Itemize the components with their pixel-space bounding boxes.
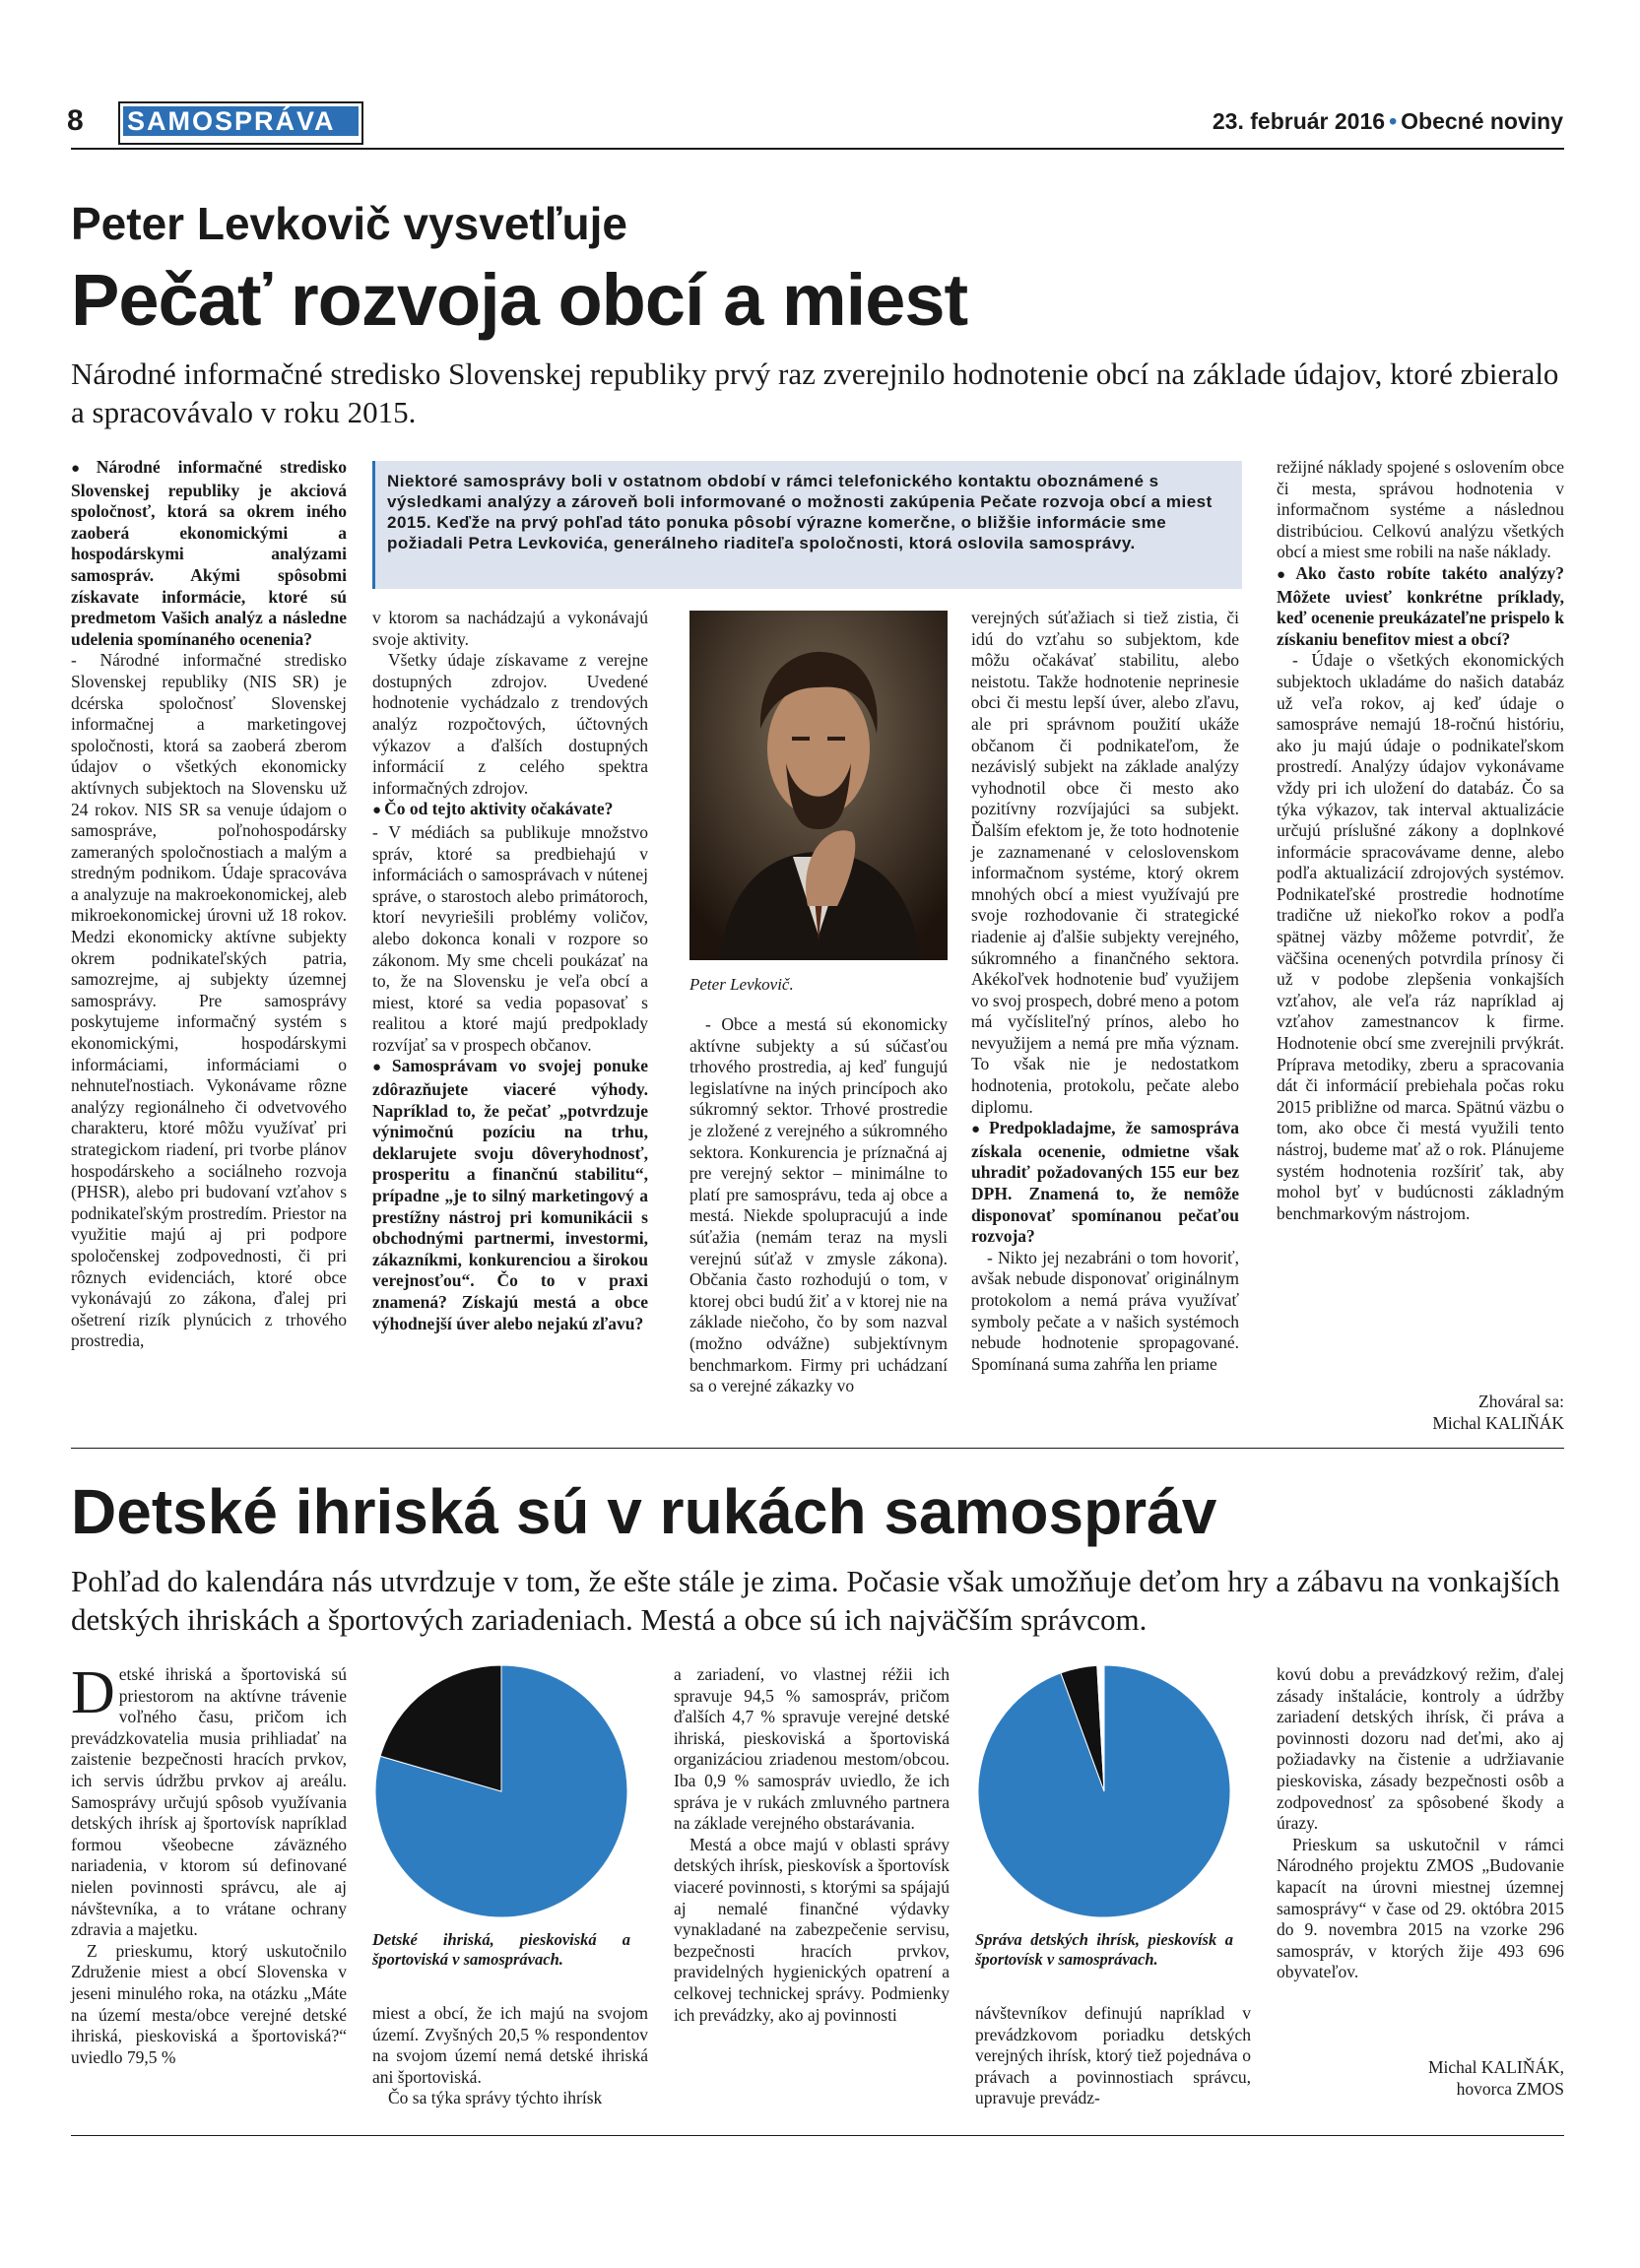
article1-column-5 <box>1277 457 1564 1224</box>
issue-date: 23. február 2016 <box>1212 108 1386 134</box>
article2-paragraph: kovú dobu a prevádzkový režim, ďalej zásady inštalácie, kontroly a údržby zariadení detských ihrísk, či práva a povinnosti dozoru nad deťmi, ako aj požiadavky na čistenie a udržiavanie pieskoviska, zásady bezpečnosti osôb a zodpovednosť za spôsobené škody a úrazy. <box>1277 1664 1564 1834</box>
interview-answer: - Národné informačné stredisko Slovenskej republiky (NIS SR) je dcérska spoločnosť Slovenskej informačnej a marketingovej spoločnosti, ktorá sa zaoberá zberom údajov o všetkých ekonomicky aktívnych subjektoch na Slovensku už 24 rokov. NIS SR sa venuje údajom o samospráve, poľnohospodársky zameraných spoločnostiach a malým a stredným podnikom. Údaje spracováva a analyzuje na makroekonomickej, aleb mikroekonomickej úrovni už 18 rokov. Medzi ekonomicky aktívne subjekty okrem podnikateľských patria, samozrejme, aj subjekty územnej samosprávy. Pre samosprávy poskytujeme informačný systém s ekonomickými, hospodárskymi informáciami, informáciami o nehnuteľnostiach. Vykonávame rôzne analýzy regionálneho či odvetvového charakteru, ktoré môžu využívať pri strategickom riadení, pri tvorbe plánov hospodárskeho a sociálneho rozvoja (PHSR), alebo pri budovaní vzťahov s podnikateľským prostredím. Priestor na využitie majú aj pri podpore spoločenskej zodpovednosti, či pri rôznych evidenciách, ktoré obce vykonávajú zo zákona, ďalej pri ošetrení rizík plynúcich z trhového prostredia, <box>71 650 347 1351</box>
interview-question: ● Predpokladajme, že samospráva získala ocenenie, odmietne však uhradiť požadovaných 155 eur bez DPH. Znamená to, že nemôže disponovať spomínanou pečaťou rozvoja? <box>971 1118 1239 1248</box>
article2-column-1 <box>71 1659 347 2068</box>
article-kicker: Peter Levkovič vysvetľuje <box>71 198 627 249</box>
interview-question: ● Ako často robíte takéto analýzy? Môžete uviesť konkrétne príklady, keď ocenenie preukázateľne prispelo k získaniu benefitov miest a obcí? <box>1277 563 1564 650</box>
bottom-rule <box>71 2135 1564 2136</box>
interview-question: ● Čo od tejto aktivity očakávate? <box>372 799 648 822</box>
signature-label: Zhováral sa: <box>1478 1392 1564 1411</box>
article2-paragraph: a zariadení, vo vlastnej réžii ich spravuje 94,5 % samospráv, pričom ďalších 4,7 % spravuje verejné detské ihriská, pieskoviská a športoviská organizáciou zriadenou mestom/obcou. Iba 0,9 % samospráv uviedlo, že ich správa je v rukách zmluvného partnera na základe verejného obstarávania. <box>674 1664 950 1834</box>
article1-column-3 <box>689 1014 948 1397</box>
article2-paragraph: Mestá a obce majú v oblasti správy detských ihrísk, pieskovísk a športovísk viaceré povinnosti, s ktorými sa spájajú aj nemalé finančné výdavky vynakladané na zabezpečenie servisu, bezpečnosti hracích prvkov, pravidelných hygienických opatrení a celkovej technickej správy. Podmienky ich prevádzky, ako aj povinnosti <box>674 1834 950 2025</box>
interview-question: ● Samosprávam vo svojej ponuke zdôrazňujete viaceré výhody. Napríklad to, že pečať „potvrdzuje výnimočnú pozíciu na trhu, deklarujete svoju dôveryhodnosť, prosperitu a finančnú stabilitu“, prípadne „je to silný marketingový a prestížny nástroj pri komunikácii s obchodnými partnermi, investormi, zákazníkmi, konkurenciou a širokou verejnosťou“. Čo to v praxi znamená? Získajú mestá a obce výhodnejší úver alebo nejakú zľavu? <box>372 1056 648 1334</box>
article1-column-2 <box>372 608 648 1334</box>
article2-paragraph: miest a obcí, že ich majú na svojom území. Zvyšných 20,5 % respondentov na svojom území nemá detské ihriská ani športoviská. <box>372 2003 648 2087</box>
article2-lead: Pohľad do kalendára nás utvrdzuje v tom, že ešte stále je zima. Počasie však umožňuje deťom hry a zábavu na vonkajších detských ihriskách a športových zariadeniach. Mestá a obce sú ich najväčším správcom. <box>71 1564 1560 1637</box>
pie-chart-management <box>975 1662 1233 1920</box>
signature-role: hovorca ZMOS <box>1456 2079 1564 2099</box>
article2-paragraph: Čo sa týka správy týchto ihrísk <box>388 2088 603 2108</box>
drop-cap: D <box>71 1659 115 1726</box>
signature-author: Michal KALIŇÁK <box>1432 1413 1564 1433</box>
article1-column-4 <box>971 608 1239 1375</box>
dateline <box>1213 108 1563 135</box>
pie-chart-playgrounds <box>372 1662 630 1920</box>
article2-paragraph <box>71 1659 347 1941</box>
interview-answer: - V médiách sa publikuje množstvo správ, ktoré sa predbiehajú v informáciách o samosprávach v nútenej správe, o starostoch alebo primátoroch, ktorí nevyriešili problémy voličov, alebo dokonca konali v rozpore so zákonom. My sme chceli poukázať na to, že na Slovensku je veľa obcí a miest, ktoré sa vedia popasovať s realitou a ktoré majú predpoklady rozvíjať sa v prospech občanov. <box>372 821 648 1055</box>
interview-answer: verejných súťažiach si tiež zistia, či idú do vzťahu so subjektom, kde môžu očakávať stabilitu, alebo neistotu. Takže hodnotenie neprinesie obci či mestu lepší úver, alebo zľavu, ale pri správnom použití ukáže občanom či podnikateľom, že nezávislý subjekt na základe analýzy vyhodnotil obce či mesto ako pozitívny rozvíjajúci sa subjekt. Ďalším efektom je, že toto hodnotenie je zaznamenané v celoslovenskom informačnom systéme, ktorý okrem mnohých obcí a miest využívajú pre svoje rozhodovanie či strategické riadenie aj ďalšie subjekty verejného, súkromného a finančného sektora. Akékoľvek hodnotenie buď využijem vo svoj prospech, dobré meno a potom má vyčísliteľný prínos, alebo ho nevyužijem a nemá pre mňa význam. To však nie je nedostatkom hodnotenia, protokolu, pečate alebo diplomu. <box>971 608 1239 1117</box>
pie-caption: Správa detských ihrísk, pieskovísk a športovísk v samosprávach. <box>975 1930 1233 1969</box>
article1-signature <box>1277 1391 1564 1434</box>
interview-answer: Všetky údaje získavame z verejne dostupných zdrojov. Uvedené hodnotenie vychádzalo z trendových analýz rozpočtových, účtovných výkazov a ďalších dostupných informácií z celého spektra informačných zdrojov. <box>372 650 648 798</box>
article2-signature <box>1277 2056 1564 2100</box>
publication-name: Obecné noviny <box>1401 108 1563 134</box>
article2-headline: Detské ihriská sú v rukách samospráv <box>71 1476 1217 1547</box>
page-number: 8 <box>67 104 84 137</box>
section-label <box>118 101 363 145</box>
infobox-text: Niektoré samosprávy boli v ostatnom období v rámci telefonického kontaktu oboznámené s výsledkami analýzy a zároveň boli informované o možnosti zakúpenia Pečate rozvoja obcí a miest 2015. Keďže na prvý pohľad táto ponuka pôsobí výrazne komerčne, o bližšie informácie sme požiadali Petra Levkovića, generálneho riaditeľa spoločnosti, ktorá oslovila samosprávy. <box>387 472 1213 552</box>
interview-answer: v ktorom sa nachádzajú a vykonávajú svoje aktivity. <box>372 608 648 649</box>
article-lead: Národné informačné stredisko Slovenskej republiky prvý raz zverejnilo hodnotenie obcí na základe údajov, ktoré zbieralo a spracovávalo v roku 2015. <box>71 356 1559 429</box>
interview-answer: - Údaje o všetkých ekonomických subjektoch ukladáme do našich databáz už veľa rokov, aj keď údaje o samospráve nemajú 18-ročnú históriu, ako ju majú údaje o podnikateľskom prostredí. Analýzy údajov vykonávame vždy pri ich uložení do databáz. Čo sa týka výkazov, tak interval aktualizácie určujú príslušné zákony a doplnkové informácie spracovávame denne, alebo podľa aktualizácií zdrojových systémov. Podnikateľské prostredie hodnotíme tradične už niekoľko rokov a podľa spätnej väzby môžeme potvrdiť, že väčšina ocenených potvrdila prínosy či už v podobe zlepšenia vonkajších vzťahov, ale veľa ráz napríklad aj vzťahov zamestnancov k firme. Hodnotenie obcí sme zverejnili prvýkrát. Príprava metodiky, zberu a spracovania dát či informácií prebiehala počas roku 2015 približne od marca. Spätnú väzbu o tom, ako obce či mestá využili tento nástroj, budeme mať až o rok. Plánujeme systém hodnotenia rozšíriť tak, aby mohol byť v budúcnosti základným benchmarkovým nástrojom. <box>1277 650 1564 1223</box>
article2-paragraph-text: etské ihriská a športoviská sú priestorom na aktívne trávenie voľného času, pričom ich prevádzkovatelia musia prihliadať na zaistenie bezpečnosti hracích prvkov, ich servis údržbu prvkov aj areálu. Samosprávy určujú spôsob využívania detských ihrísk aj športovísk napríklad formou všeobecne záväzného nariadenia, v ktorom sú definované nielen povinnosti správcu, ale aj návštevníka, a to vrátane ochrany zdravia a majetku. <box>71 1664 347 1940</box>
separator-dot: • <box>1389 108 1398 134</box>
pie-slices <box>978 1665 1230 1917</box>
portrait-illustration <box>689 611 948 960</box>
header-rule <box>71 148 1564 150</box>
article1-column-1 <box>71 457 347 1352</box>
article2-column-5 <box>1277 1664 1564 1983</box>
interview-question: ● Národné informačné stredisko Slovenskej republiky je akciová spoločnosť, ktorá sa okrem iného zaoberá ekonomickými a hospodárskymi analýzami samospráv. Akými spôsobmi získavate informácie, ktoré sú predmetom Vašich analýz a následne udelenia spomínaného ocenenia? <box>71 457 347 650</box>
interview-answer: - Nikto jej nezabráni o tom hovoriť, avšak nebude disponovať originálnym protokolom a nemá práva využívať symboly pečate a v našich systémoch nebude hodnotenie spropagované. Spomínaná suma zahŕňa len priame <box>971 1247 1239 1374</box>
article-headline: Pečať rozvoja obcí a miest <box>71 259 968 341</box>
section-label-text: SAMOSPRÁVA <box>123 106 359 136</box>
signature-author: Michal KALIŇÁK, <box>1427 2057 1564 2077</box>
article-infobox <box>372 461 1242 589</box>
article2-column-2 <box>372 2003 648 2109</box>
article2-paragraph: Z prieskumu, ktorý uskutočnilo Združenie miest a obcí Slovenska v jeseni minulého roka, na otázku „Máte na území mesta/obce verejné detské ihriská, pieskoviská a športoviská?“ uviedlo 79,5 % <box>71 1940 347 2067</box>
article2-paragraph: návštevníkov definujú napríklad v prevádzkovom poriadku detských verejných ihrísk, ktorý tiež pojednáva o právach a povinnostiach správcu, upravuje prevádz- <box>975 2003 1251 2108</box>
pie-slices <box>375 1665 627 1917</box>
pie-caption: Detské ihriská, pieskoviská a športoviská v samosprávach. <box>372 1930 630 1969</box>
photo-caption: Peter Levkovič. <box>689 975 794 994</box>
interview-answer: - Obce a mestá sú ekonomicky aktívne subjekty a sú súčasťou trhového prostredia, aj keď fungujú legislatívne na iných princípoch ako súkromný sektor. Trhové prostredie je zložené z verejného a súkromného sektora. Konkurencia je príznačná aj pre verejný sektor – minimálne to platí pre samosprávu, teda aj obce a mestá. Niekde spolupracujú a inde súťažia (nemám teraz na mysli verejnú súťaž v zmysle zákona). Občania často rozhodujú o tom, v ktorej obci budú žiť a v ktorej nie na základe niečoho, čo by som nazval (možno odvážne) subjektívnym benchmarkom. Firmy pri uchádzaní sa o verejné zákazky vo <box>689 1014 948 1396</box>
article2-column-4 <box>975 2003 1251 2109</box>
portrait-photo <box>689 611 948 960</box>
article2-paragraph: Prieskum sa uskutočnil v rámci Národného projektu ZMOS „Budovanie kapacít na úrovni miestnej územnej samosprávy“ v čase od 29. októbra 2015 do 9. novembra 2015 na vzorke 296 samospráv, v ktorých žije 493 696 obyvateľov. <box>1277 1834 1564 1982</box>
article-divider <box>71 1448 1564 1449</box>
interview-answer: režijné náklady spojené s oslovením obce či mesta, správou hodnotenia v informačnom systéme a následnou distribúciou. Celkovú analýzu všetkých obcí a miest sme robili na naše náklady. <box>1277 457 1564 562</box>
article2-column-3 <box>674 1664 950 2026</box>
